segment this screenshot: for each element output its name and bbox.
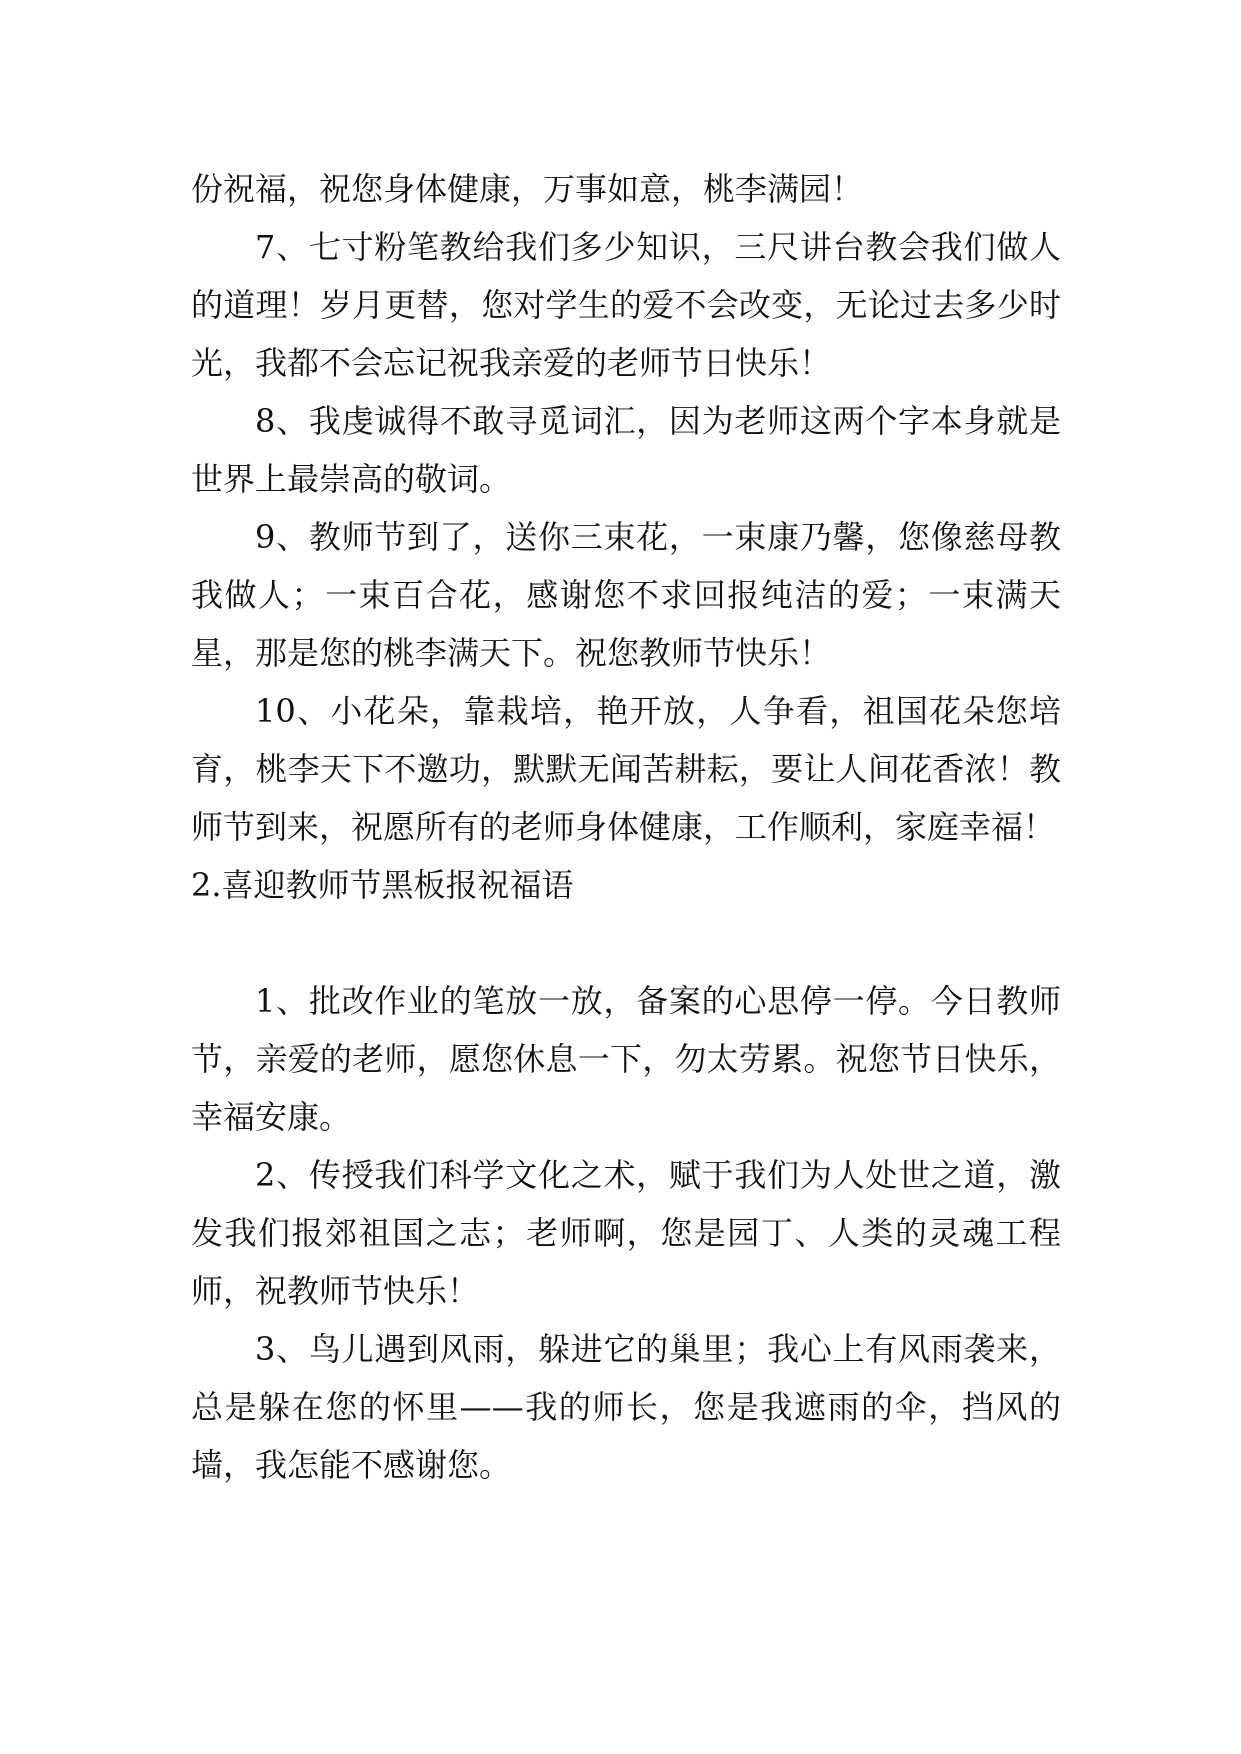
section2-item-1: 1、批改作业的笔放一放，备案的心思停一停。今日教师节，亲爱的老师，愿您休息一下，勿太劳累。祝您节日快乐，幸福安康。 xyxy=(191,982,1061,1136)
blessing-item-7: 7、七寸粉笔教给我们多少知识，三尺讲台教会我们做人的道理！岁月更替，您对学生的爱不会改变，无论过去多少时光，我都不会忘记祝我亲爱的老师节日快乐！ xyxy=(191,228,1061,382)
blessing-item-8: 8、我虔诚得不敢寻觅词汇，因为老师这两个字本身就是世界上最崇高的敬词。 xyxy=(191,402,1061,498)
section2-item-3: 3、鸟儿遇到风雨，躲进它的巢里；我心上有风雨袭来，总是躲在您的怀里——我的师长，您是我遮雨的伞，挡风的墙，我怎能不感谢您。 xyxy=(191,1330,1061,1484)
section-heading: 2.喜迎教师节黑板报祝福语 xyxy=(191,866,574,904)
document-body xyxy=(191,160,1061,1494)
blessing-item-9: 9、教师节到了，送你三束花，一束康乃馨，您像慈母教我做人；一束百合花，感谢您不求回报纯洁的爱；一束满天星，那是您的桃李满天下。祝您教师节快乐！ xyxy=(191,518,1061,672)
section-spacer xyxy=(191,914,1061,972)
section2-item-2: 2、传授我们科学文化之术，赋于我们为人处世之道，激发我们报郊祖国之志；老师啊，您是园丁、人类的灵魂工程师，祝教师节快乐！ xyxy=(191,1156,1061,1310)
blessing-item-10: 10、小花朵，靠栽培，艳开放，人争看，祖国花朵您培育，桃李天下不邀功，默默无闻苦耕耘，要让人间花香浓！教师节到来，祝愿所有的老师身体健康，工作顺利，家庭幸福！ xyxy=(191,692,1061,846)
continued-paragraph: 份祝福，祝您身体健康，万事如意，桃李满园！ xyxy=(191,170,864,208)
